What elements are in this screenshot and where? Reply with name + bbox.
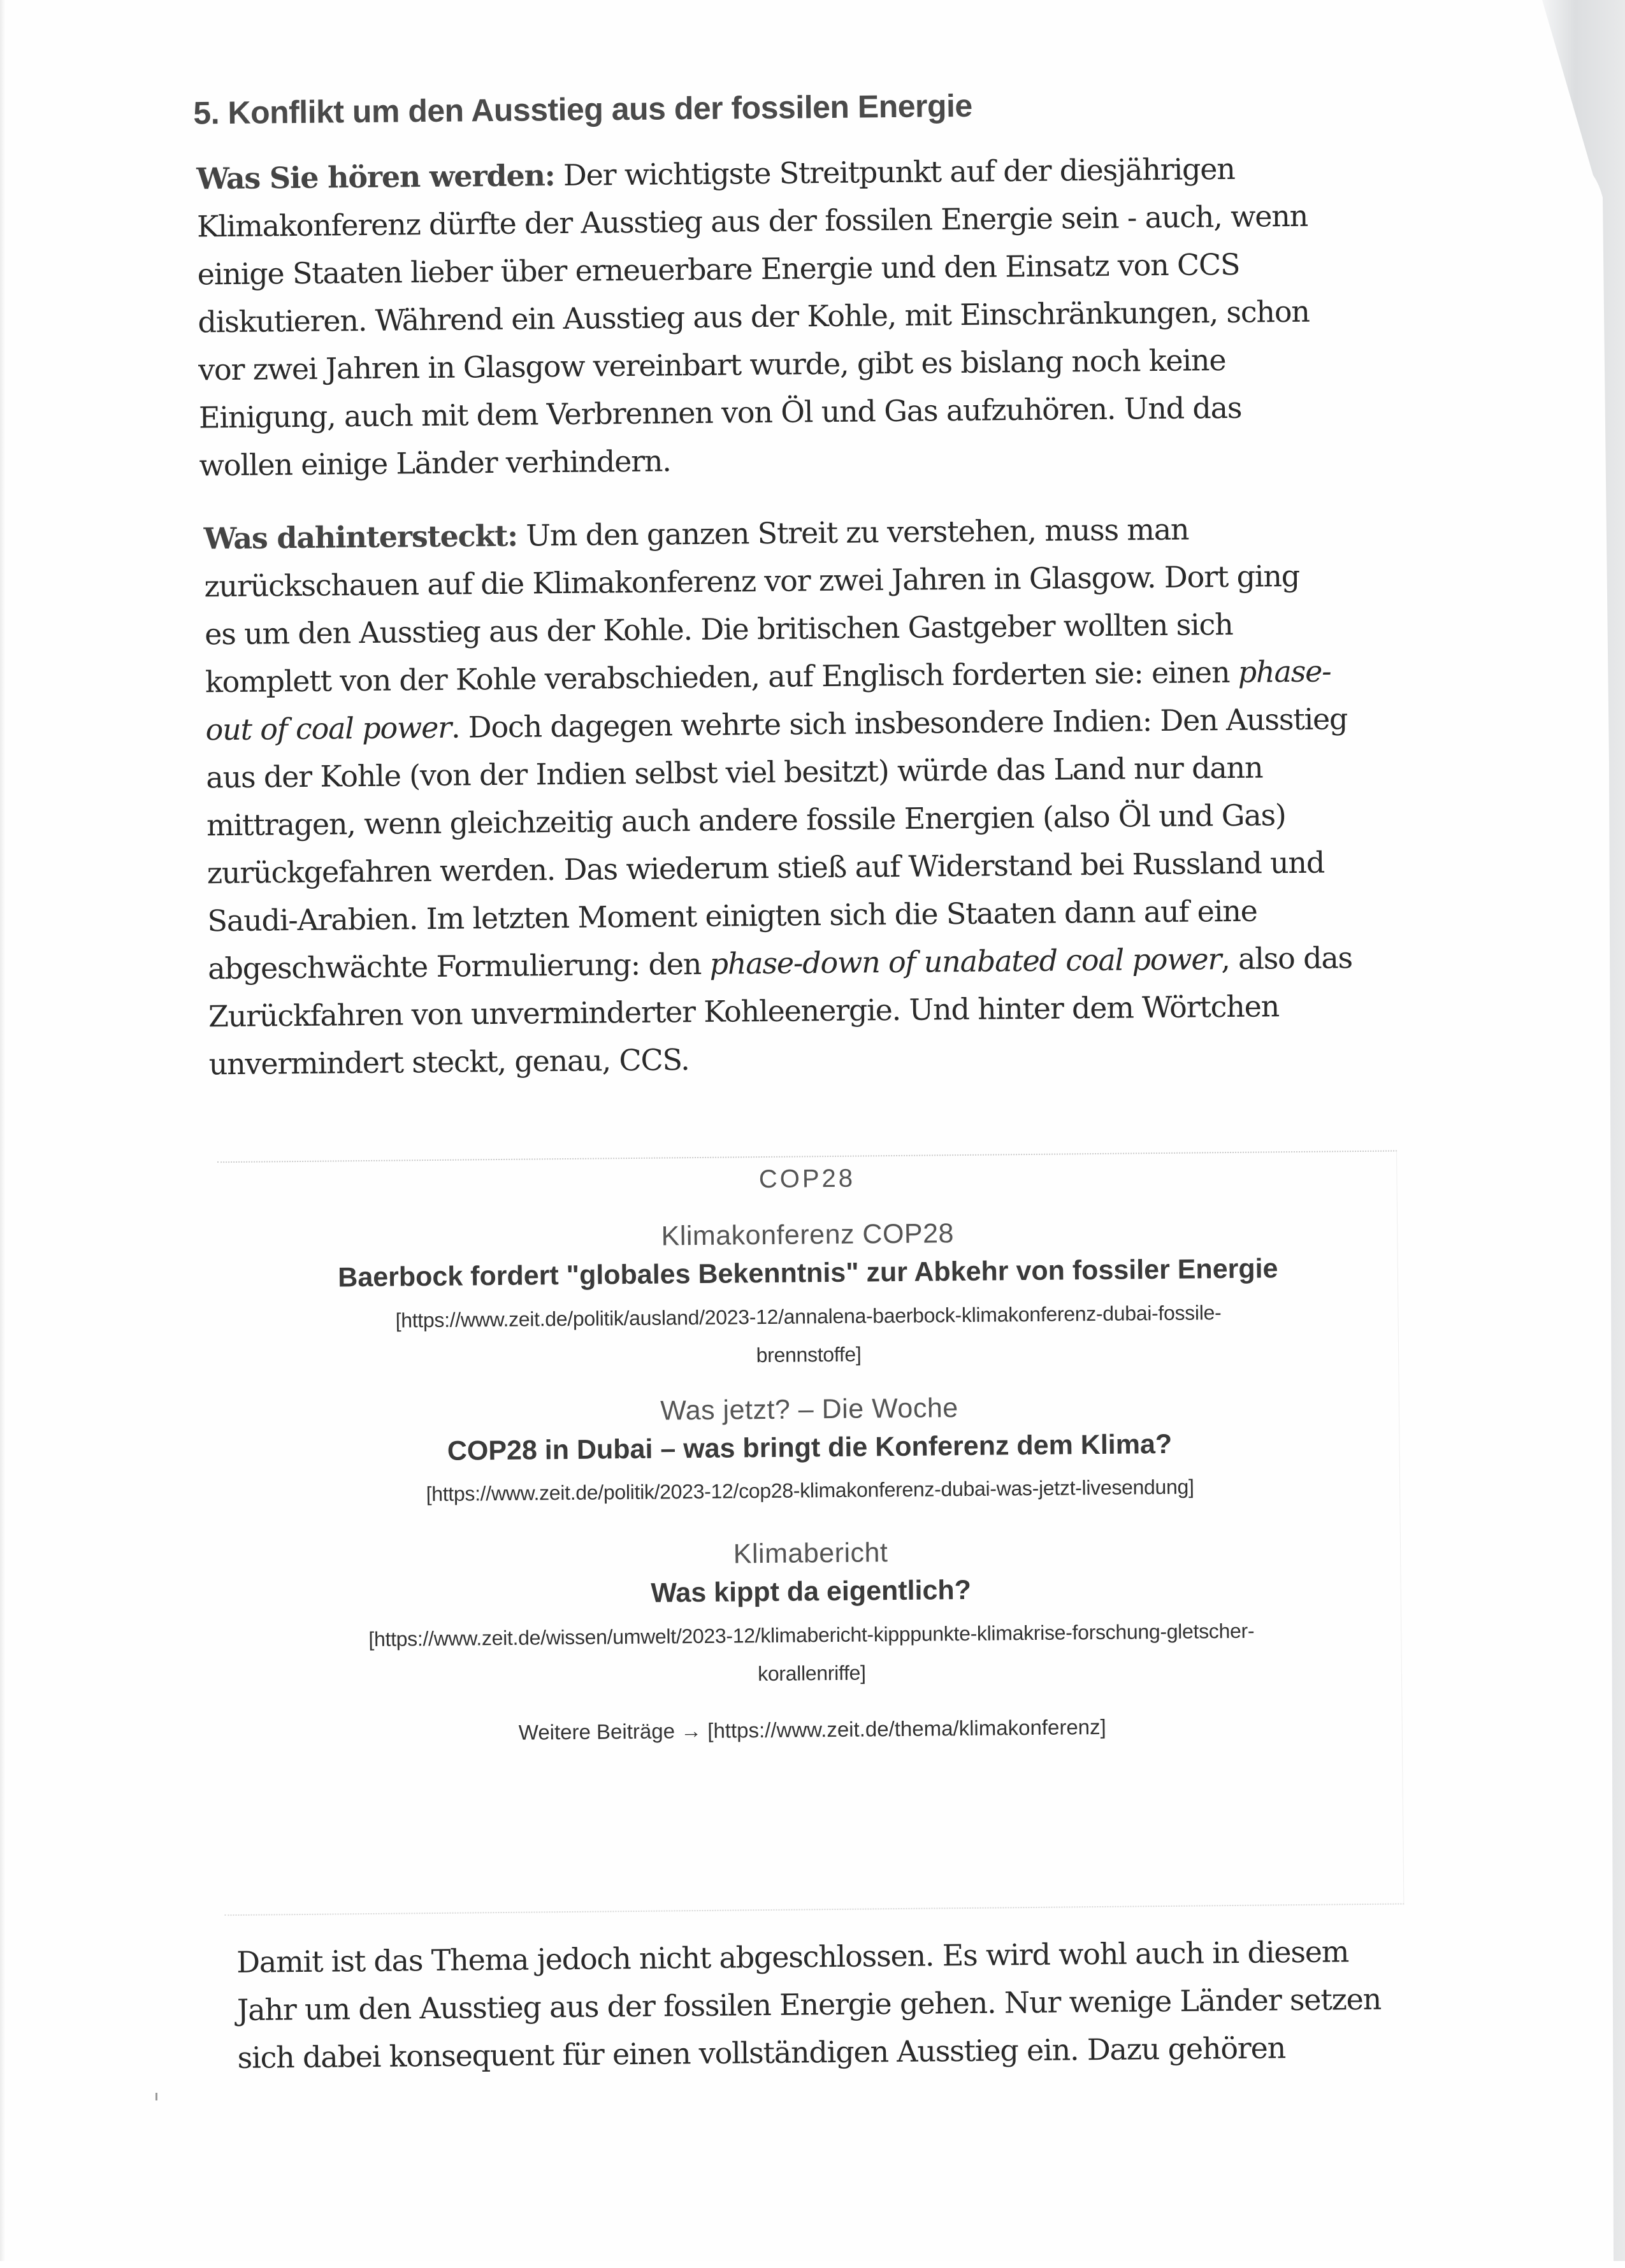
teaser-kicker: Klimakonferenz COP28	[661, 1218, 955, 1252]
paragraph-text: abgeschwächte Formulierung: den	[207, 946, 710, 986]
paragraph-text: Der wichtigste Streitpunkt auf der diesjährigen	[554, 151, 1235, 193]
more-articles-link[interactable]	[223, 1712, 1402, 1748]
more-articles-label: Weitere Beiträge	[518, 1719, 675, 1744]
paragraph-line: aus der Kohle (von der Indien selbst viel besitzt) würde das Land nur dann	[206, 750, 1263, 795]
teaser-url[interactable]: [https://www.zeit.de/wissen/umwelt/2023-12/klimabericht-kipppunkte-klimakrise-forschung-gletscher-	[368, 1619, 1255, 1651]
paragraph-text: . Doch dagegen wehrte sich insbesondere Indien: Den Ausstieg	[451, 701, 1348, 745]
teaser-url[interactable]: [https://www.zeit.de/politik/2023-12/cop28-klimakonferenz-dubai-was-jetzt-livesendung]	[426, 1475, 1194, 1506]
paragraph-line: einige Staaten lieber über erneuerbare Energie und den Einsatz von CCS	[197, 247, 1240, 292]
paragraph-text: Um den ganzen Streit zu verstehen, muss man	[517, 512, 1189, 553]
paragraph-text: , also das	[1220, 940, 1353, 977]
italic-term: out of coal power	[205, 710, 452, 747]
teaser-kicker: Klimabericht	[733, 1537, 888, 1570]
scan-speck	[155, 2093, 157, 2100]
paragraph-line: unvermindert steckt, genau, CCS.	[208, 1042, 690, 1082]
paragraph-line: Einigung, auch mit dem Verbrennen von Öl und Gas aufzuhören. Und das	[198, 390, 1242, 435]
paragraph-conclusion	[236, 1928, 1382, 2082]
paragraph-lead: Was dahintersteckt:	[203, 518, 518, 556]
teaser-title-link[interactable]: Baerbock fordert "globales Bekenntnis" zur Abkehr von fossiler Energie	[338, 1253, 1278, 1293]
folded-corner	[1472, 0, 1625, 2261]
paragraph-line: zurückgefahren werden. Das wiederum stieß auf Widerstand bei Russland und	[206, 845, 1325, 891]
paragraph-line: Zurückfahren von unverminderter Kohleenergie. Und hinter dem Wörtchen	[208, 989, 1280, 1034]
paragraph-line: diskutieren. Während ein Ausstieg aus der Kohle, mit Einschränkungen, schon	[198, 294, 1310, 340]
teaser-url[interactable]: brennstoffe]	[756, 1342, 862, 1367]
paragraph-line: mittragen, wenn gleichzeitig auch andere fossile Energien (also Öl und Gas)	[206, 798, 1286, 843]
paragraph-line: es um den Ausstieg aus der Kohle. Die britischen Gastgeber wollten sich	[204, 606, 1233, 652]
teaser-url[interactable]: korallenriffe]	[757, 1661, 866, 1686]
paragraph-line: Damit ist das Thema jedoch nicht abgeschlossen. Es wird wohl auch in diesem	[236, 1934, 1349, 1980]
more-articles-url[interactable]: [https://www.zeit.de/thema/klimakonferenz]	[707, 1714, 1106, 1742]
paragraph-line: sich dabei konsequent für einen vollständigen Ausstieg ein. Dazu gehören	[237, 2030, 1286, 2076]
teaser-url[interactable]: [https://www.zeit.de/politik/ausland/2023-12/annalena-baerbock-klimakonferenz-dubai-fossile-	[395, 1301, 1222, 1332]
related-articles-box	[217, 1150, 1404, 1916]
section-heading: 5. Konflikt um den Ausstieg aus der fossilen Energie	[193, 87, 972, 131]
paragraph-background	[203, 504, 1353, 1088]
paragraph-lead: Was Sie hören werden:	[196, 158, 555, 196]
italic-term: phase-	[1238, 654, 1331, 689]
paragraph-line: Jahr um den Ausstieg aus der fossilen Energie gehen. Nur wenige Länder setzen	[236, 1981, 1382, 2028]
arrow-right-icon: →	[680, 1718, 702, 1743]
teaser-kicker: Was jetzt? – Die Woche	[660, 1393, 958, 1426]
paragraph-line: Saudi-Arabien. Im letzten Moment einigten sich die Staaten dann auf eine	[207, 893, 1257, 938]
paragraph-text: komplett von der Kohle verabschieden, auf Englisch forderten sie: einen	[205, 654, 1239, 700]
teaser-title-link[interactable]: Was kippt da eigentlich?	[651, 1574, 972, 1609]
teaser-title-link[interactable]: COP28 in Dubai – was bringt die Konferenz dem Klima?	[447, 1428, 1173, 1467]
paragraph-line: Klimakonferenz dürfte der Ausstieg aus der fossilen Energie sein - auch, wenn	[196, 198, 1308, 244]
paragraph-line: wollen einige Länder verhindern.	[199, 443, 671, 483]
italic-term: phase-down of unabated coal power	[709, 942, 1222, 981]
teaser-section-label: COP28	[758, 1164, 856, 1194]
paragraph-what-you-will-hear	[196, 145, 1311, 490]
paragraph-line: vor zwei Jahren in Glasgow vereinbart wurde, gibt es bislang noch keine	[198, 343, 1226, 387]
paragraph-line: zurückschauen auf die Klimakonferenz vor zwei Jahren in Glasgow. Dort ging	[204, 558, 1300, 604]
